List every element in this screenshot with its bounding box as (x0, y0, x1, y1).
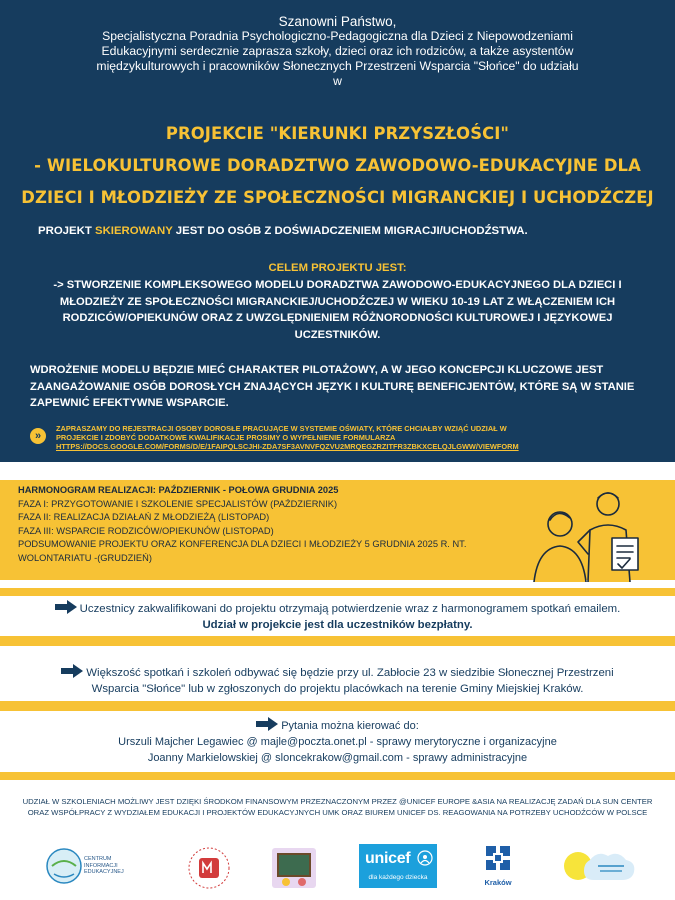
target-audience (38, 225, 638, 237)
unicef-logo (359, 844, 437, 888)
intro-line-1: Specjalistyczna Poradnia Psychologiczno-Pedagogiczna dla Dzieci z Niepowodzeniami (102, 29, 573, 43)
intro-line-3: międzykulturowych i pracowników Słonecznych Przestrzeni Wsparcia "Słońce" do udziału (96, 59, 579, 73)
schedule-item: WOLONTARIATU -(GRUDZIEŃ) (18, 552, 152, 563)
foundation-logo (184, 846, 234, 892)
krakow-emblem-icon (478, 844, 518, 878)
arrow-right-icon (256, 717, 278, 731)
partner-logos (0, 840, 675, 895)
arrow-right-icon (61, 664, 83, 678)
divider-stripe (0, 701, 675, 711)
project-title (10, 118, 665, 214)
krakow-logo (478, 844, 518, 892)
classroom-logo (268, 844, 320, 892)
registration-text (56, 424, 646, 452)
unicef-wordmark: unicef (365, 850, 411, 867)
location-info (0, 664, 675, 697)
schedule-item: FAZA I: PRZYGOTOWANIE I SZKOLENIE SPECJALISTÓW (PAŹDZIERNIK) (18, 498, 338, 509)
intro-line-4: w (333, 74, 342, 88)
krakow-wordmark: Kraków (484, 878, 512, 887)
location-line-1: Większość spotkań i szkoleń odbywać się będzie przy ul. Zabłocie 23 w siedzibie Słonecznej Przestrzeni (86, 667, 614, 679)
cie-logo (44, 844, 140, 888)
divider-stripe (0, 636, 675, 646)
registration-form-link[interactable]: HTTPS://DOCS.GOOGLE.COM/FORMS/D/E/1FAIPQLSCJHI-ZDA7SF3AVNVFQZVU2MRQEGZRZITFR3ZBKXCELQJLGWW/VIEWFORM (56, 442, 519, 452)
sun-center-logo (560, 844, 640, 888)
contact-line-1: Urszuli Majcher Legawiec @ majle@poczta.onet.pl - sprawy merytoryczne i organizacyjne (118, 736, 557, 748)
unicef-tagline: dla każdego dziecka (368, 874, 428, 881)
target-highlight: SKIEROWANY (94, 225, 173, 237)
mr-seal-icon (184, 846, 234, 892)
cie-logo-text: CENTRUM INFORMACJI EDUKACYJNEJ (84, 856, 124, 875)
participants-info (0, 600, 675, 633)
registration-line-1: ZAPRASZAMY DO REJESTRACJI OSOBY DOROSŁE PRACUJĄCE W SYSTEMIE OŚWIATY, KTÓRE CHCIAŁBY WZIĄĆ UDZIAŁ W (56, 424, 507, 433)
consultation-illustration-icon (520, 482, 670, 582)
target-post: JEST DO OSÓB Z DOŚWIADCZENIEM MIGRACJI/UCHODŹSTWA. (172, 225, 528, 237)
greeting: Szanowni Państwo, (278, 14, 397, 29)
intro-line-2: Edukacyjnymi serdecznie zaprasza szkoły, dzieci oraz ich rodziców, a także asystentów (101, 44, 574, 58)
globe-icon (44, 844, 84, 888)
divider-stripe (0, 588, 675, 596)
schedule-item: FAZA II: REALIZACJA DZIAŁAŃ Z MŁODZIEŻĄ (LISTOPAD) (18, 512, 270, 523)
sun-cloud-icon (560, 844, 640, 888)
double-chevron-right-icon: » (30, 428, 46, 444)
schedule-heading: HARMONOGRAM REALIZACJI: PAŹDZIERNIK - POŁOWA GRUDNIA 2025 (18, 485, 339, 495)
divider-stripe (0, 772, 675, 780)
spacer (0, 462, 675, 470)
project-title-line-3: DZIECI I MŁODZIEŻY ZE SPOŁECZNOŚCI MIGRANCKIEJ I UCHODŹCZEJ (21, 188, 654, 207)
contact-heading: Pytania można kierować do: (281, 720, 419, 732)
model-text: WDROŻENIE MODELU BĘDZIE MIEĆ CHARAKTER PILOTAŻOWY, A W JEGO KONCEPCJI KLUCZOWE JEST ZAANGAŻOWANIE OSÓB DOROSŁYCH ZNAJĄCYCH JĘZYK I KULTURĘ BENEFICJENTÓW, KTÓRE SĄ W STANIE ZAPEWNIĆ EFEKTYWNE WSPARCIE. (30, 364, 635, 409)
schedule (18, 484, 478, 566)
project-title-line-2: - WIELOKULTUROWE DORADZTWO ZAWODOWO-EDUKACYJNE DLA (34, 156, 641, 175)
schedule-item: PODSUMOWANIE PROJEKTU ORAZ KONFERENCJA DLA DZIECI I MŁODZIEŻY 5 GRUDNIA 2025 R. NT. (18, 539, 467, 550)
schedule-item: FAZA III: WSPARCIE RODZICÓW/OPIEKUNÓW (LISTOPAD) (18, 525, 274, 536)
contact-line-2: Joanny Markielowskiej @ sloncekrakow@gmail.com - sprawy administracyjne (147, 752, 528, 764)
goal-text: -> STWORZENIE KOMPLEKSOWEGO MODELU DORADZTWA ZAWODOWO-EDUKACYJNEGO DLA DZIECI I MŁODZIEŻY ZE SPOŁECZNOŚCI MIGRANCKIEJ/UCHODŹCZEJ W WIEKU 10-19 LAT Z WŁĄCZENIEM ICH RODZICÓW/OPIEKUNÓW ORAZ Z UWZGLĘDNIENIEM RÓŻNORODNOŚCI KULTUROWEJ I JĘZYKOWEJ UCZESTNIKÓW. (53, 279, 622, 341)
location-line-2: Wsparcia "Słońce" lub w zgłoszonych do projektu placówkach na terenie Gminy Miejskiej Kraków. (91, 683, 584, 695)
arrow-right-icon (55, 600, 77, 614)
intro-text (20, 14, 655, 89)
registration-line-2: PROJEKCIE I ZDOBYĆ DODATKOWE KWALIFIKACJE PROSIMY O WYPEŁNIENIE FORMULARZA (56, 433, 396, 443)
unicef-emblem-icon (417, 850, 433, 866)
goal-heading: CELEM PROJEKTU JEST: (268, 262, 407, 274)
project-title-line-1: PROJEKCIE "KIERUNKI PRZYSZŁOŚCI" (165, 124, 510, 143)
participants-line-2: Udział w projekcie jest dla uczestników bezpłatny. (202, 619, 473, 631)
target-pre: PROJEKT (38, 225, 95, 237)
blackboard-icon (268, 844, 320, 892)
funding-note: UDZIAŁ W SZKOLENIACH MOŻLIWY JEST DZIĘKI ŚRODKOM FINANSOWYM PRZEZNACZONYM PRZEZ @UNICEF EUROPE &ASIA NA REALIZACJĘ ZADAŃ DLA SUN CENTER ORAZ WSPÓŁPRACY Z WYDZIAŁEM EDUKACJI I PROJEKTÓW EDUKACYJNYCH UMK ORAZ BIUREM UNICEF DS. REAGOWANIA NA POTRZEBY UCHODŹCÓW W POLSCE (22, 797, 653, 817)
contact-info (0, 717, 675, 766)
participants-line-1: Uczestnicy zakwalifikowani do projektu otrzymają potwierdzenie wraz z harmonogramem spotkań emailem. (79, 603, 621, 615)
